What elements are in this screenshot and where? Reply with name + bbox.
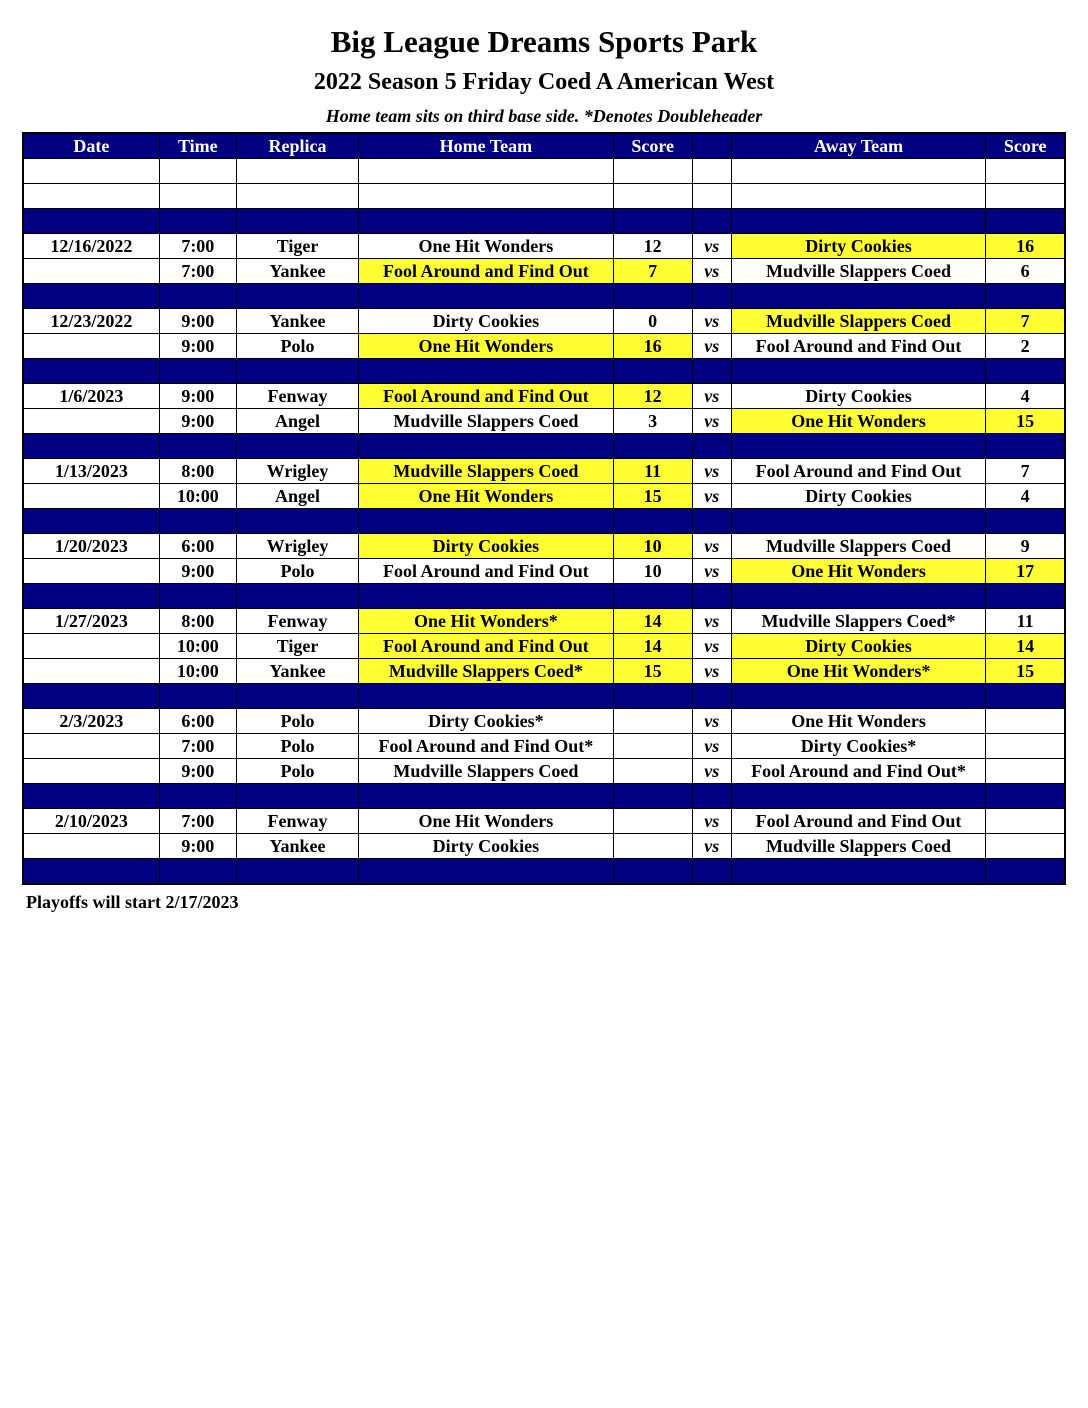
home-team-cell: Mudville Slappers Coed <box>359 459 613 484</box>
vs-cell: vs <box>692 534 731 559</box>
separator-cell <box>731 359 985 384</box>
separator-cell <box>359 859 613 885</box>
game-row <box>23 309 1065 334</box>
home-score-cell: 11 <box>613 459 692 484</box>
separator-cell <box>359 209 613 234</box>
separator-cell <box>23 284 159 309</box>
blank-row <box>23 184 1065 209</box>
separator-cell <box>236 784 358 809</box>
game-row <box>23 759 1065 784</box>
separator-cell <box>236 584 358 609</box>
time-cell: 7:00 <box>159 259 236 284</box>
home-team-cell: Dirty Cookies <box>359 534 613 559</box>
game-row <box>23 459 1065 484</box>
game-row <box>23 334 1065 359</box>
away-team-cell: One Hit Wonders* <box>731 659 985 684</box>
vs-cell: vs <box>692 609 731 634</box>
home-score-cell: 10 <box>613 534 692 559</box>
col-header-replica: Replica <box>236 133 358 159</box>
separator-cell <box>23 784 159 809</box>
replica-cell: Polo <box>236 734 358 759</box>
time-cell: 7:00 <box>159 734 236 759</box>
separator-cell <box>159 209 236 234</box>
home-score-cell: 12 <box>613 384 692 409</box>
away-team-cell: Mudville Slappers Coed <box>731 259 985 284</box>
separator-cell <box>159 584 236 609</box>
replica-cell: Fenway <box>236 384 358 409</box>
vs-cell: vs <box>692 384 731 409</box>
date-cell <box>23 259 159 284</box>
blank-cell <box>23 184 159 209</box>
separator-cell <box>986 859 1065 885</box>
separator-cell <box>986 359 1065 384</box>
week-separator-row <box>23 584 1065 609</box>
time-cell: 10:00 <box>159 484 236 509</box>
separator-cell <box>236 284 358 309</box>
separator-cell <box>731 509 985 534</box>
blank-cell <box>613 184 692 209</box>
away-score-cell: 11 <box>986 609 1065 634</box>
week-separator-row <box>23 209 1065 234</box>
separator-cell <box>23 509 159 534</box>
blank-cell <box>359 159 613 184</box>
date-cell <box>23 634 159 659</box>
replica-cell: Yankee <box>236 309 358 334</box>
separator-cell <box>613 784 692 809</box>
replica-cell: Fenway <box>236 809 358 834</box>
home-score-cell: 12 <box>613 234 692 259</box>
time-cell: 6:00 <box>159 709 236 734</box>
away-score-cell: 15 <box>986 659 1065 684</box>
separator-cell <box>159 784 236 809</box>
away-score-cell: 14 <box>986 634 1065 659</box>
schedule-body <box>23 159 1065 885</box>
home-team-cell: One Hit Wonders <box>359 234 613 259</box>
home-score-cell: 14 <box>613 634 692 659</box>
separator-cell <box>159 859 236 885</box>
time-cell: 9:00 <box>159 559 236 584</box>
away-team-cell: Dirty Cookies <box>731 634 985 659</box>
date-cell: 1/20/2023 <box>23 534 159 559</box>
separator-cell <box>359 784 613 809</box>
home-score-cell <box>613 834 692 859</box>
game-row <box>23 534 1065 559</box>
away-team-cell: Mudville Slappers Coed <box>731 834 985 859</box>
replica-cell: Tiger <box>236 234 358 259</box>
blank-cell <box>23 159 159 184</box>
home-score-cell <box>613 759 692 784</box>
home-score-cell: 15 <box>613 659 692 684</box>
blank-cell <box>986 184 1065 209</box>
game-row <box>23 484 1065 509</box>
separator-cell <box>359 359 613 384</box>
time-cell: 9:00 <box>159 309 236 334</box>
time-cell: 6:00 <box>159 534 236 559</box>
separator-cell <box>613 209 692 234</box>
date-cell <box>23 334 159 359</box>
separator-cell <box>692 859 731 885</box>
home-team-cell: One Hit Wonders <box>359 334 613 359</box>
home-score-cell: 0 <box>613 309 692 334</box>
away-score-cell: 4 <box>986 484 1065 509</box>
game-row <box>23 609 1065 634</box>
game-row <box>23 834 1065 859</box>
away-team-cell: Dirty Cookies <box>731 484 985 509</box>
separator-cell <box>986 509 1065 534</box>
separator-cell <box>986 434 1065 459</box>
separator-cell <box>692 784 731 809</box>
game-row <box>23 709 1065 734</box>
game-row <box>23 259 1065 284</box>
home-team-cell: Dirty Cookies <box>359 309 613 334</box>
away-score-cell: 16 <box>986 234 1065 259</box>
separator-cell <box>613 584 692 609</box>
replica-cell: Polo <box>236 709 358 734</box>
home-score-cell <box>613 809 692 834</box>
away-score-cell: 4 <box>986 384 1065 409</box>
game-row <box>23 559 1065 584</box>
away-team-cell: One Hit Wonders <box>731 409 985 434</box>
blank-cell <box>236 159 358 184</box>
week-separator-row <box>23 284 1065 309</box>
date-cell: 12/16/2022 <box>23 234 159 259</box>
separator-cell <box>236 209 358 234</box>
separator-cell <box>236 684 358 709</box>
home-team-cell: One Hit Wonders <box>359 484 613 509</box>
separator-cell <box>23 684 159 709</box>
separator-cell <box>986 284 1065 309</box>
separator-cell <box>613 684 692 709</box>
separator-cell <box>359 684 613 709</box>
col-header-away-score: Score <box>986 133 1065 159</box>
time-cell: 10:00 <box>159 634 236 659</box>
blank-cell <box>359 184 613 209</box>
home-team-cell: One Hit Wonders <box>359 809 613 834</box>
vs-cell: vs <box>692 834 731 859</box>
vs-cell: vs <box>692 709 731 734</box>
date-cell: 12/23/2022 <box>23 309 159 334</box>
separator-cell <box>23 434 159 459</box>
vs-cell: vs <box>692 459 731 484</box>
week-separator-row <box>23 784 1065 809</box>
time-cell: 8:00 <box>159 459 236 484</box>
separator-cell <box>986 584 1065 609</box>
week-separator-row <box>23 509 1065 534</box>
col-header-date: Date <box>23 133 159 159</box>
separator-cell <box>23 859 159 885</box>
home-score-cell: 10 <box>613 559 692 584</box>
week-separator-row <box>23 859 1065 885</box>
home-team-cell: Mudville Slappers Coed* <box>359 659 613 684</box>
away-team-cell: Mudville Slappers Coed <box>731 309 985 334</box>
week-separator-row <box>23 684 1065 709</box>
time-cell: 10:00 <box>159 659 236 684</box>
separator-cell <box>731 209 985 234</box>
schedule-table <box>22 132 1066 885</box>
away-team-cell: Dirty Cookies <box>731 384 985 409</box>
blank-cell <box>159 184 236 209</box>
time-cell: 8:00 <box>159 609 236 634</box>
separator-cell <box>731 434 985 459</box>
replica-cell: Wrigley <box>236 459 358 484</box>
home-team-cell: Fool Around and Find Out <box>359 559 613 584</box>
away-score-cell: 7 <box>986 459 1065 484</box>
blank-cell <box>692 184 731 209</box>
date-cell: 1/6/2023 <box>23 384 159 409</box>
col-header-home-team: Home Team <box>359 133 613 159</box>
vs-cell: vs <box>692 309 731 334</box>
replica-cell: Angel <box>236 409 358 434</box>
separator-cell <box>692 509 731 534</box>
date-cell <box>23 409 159 434</box>
home-score-cell: 7 <box>613 259 692 284</box>
replica-cell: Polo <box>236 334 358 359</box>
separator-cell <box>692 684 731 709</box>
separator-cell <box>986 684 1065 709</box>
separator-cell <box>613 359 692 384</box>
replica-cell: Yankee <box>236 259 358 284</box>
separator-cell <box>23 584 159 609</box>
separator-cell <box>359 509 613 534</box>
blank-cell <box>731 184 985 209</box>
col-header-time: Time <box>159 133 236 159</box>
replica-cell: Angel <box>236 484 358 509</box>
away-team-cell: Fool Around and Find Out <box>731 809 985 834</box>
separator-cell <box>986 209 1065 234</box>
blank-cell <box>731 159 985 184</box>
page-subtitle: 2022 Season 5 Friday Coed A American West <box>313 69 775 95</box>
vs-cell: vs <box>692 409 731 434</box>
date-cell <box>23 559 159 584</box>
separator-cell <box>692 584 731 609</box>
separator-cell <box>359 284 613 309</box>
time-cell: 9:00 <box>159 834 236 859</box>
home-score-cell: 14 <box>613 609 692 634</box>
blank-cell <box>986 159 1065 184</box>
replica-cell: Yankee <box>236 659 358 684</box>
away-team-cell: One Hit Wonders <box>731 709 985 734</box>
time-cell: 9:00 <box>159 409 236 434</box>
away-team-cell: One Hit Wonders <box>731 559 985 584</box>
away-team-cell: Mudville Slappers Coed* <box>731 609 985 634</box>
blank-cell <box>159 159 236 184</box>
game-row <box>23 234 1065 259</box>
table-header-row <box>23 133 1065 159</box>
time-cell: 9:00 <box>159 759 236 784</box>
replica-cell: Tiger <box>236 634 358 659</box>
replica-cell: Polo <box>236 559 358 584</box>
separator-cell <box>692 209 731 234</box>
separator-cell <box>613 284 692 309</box>
away-score-cell: 17 <box>986 559 1065 584</box>
vs-cell: vs <box>692 734 731 759</box>
separator-cell <box>731 584 985 609</box>
replica-cell: Fenway <box>236 609 358 634</box>
vs-cell: vs <box>692 259 731 284</box>
separator-cell <box>23 359 159 384</box>
vs-cell: vs <box>692 234 731 259</box>
separator-cell <box>692 359 731 384</box>
date-cell: 2/3/2023 <box>23 709 159 734</box>
vs-cell: vs <box>692 334 731 359</box>
home-team-cell: Fool Around and Find Out <box>359 634 613 659</box>
blank-row <box>23 159 1065 184</box>
col-header-home-score: Score <box>613 133 692 159</box>
col-header-vs <box>692 133 731 159</box>
date-cell <box>23 484 159 509</box>
home-score-cell: 3 <box>613 409 692 434</box>
game-row <box>23 734 1065 759</box>
game-row <box>23 384 1065 409</box>
home-team-cell: Dirty Cookies* <box>359 709 613 734</box>
away-score-cell <box>986 759 1065 784</box>
away-team-cell: Dirty Cookies <box>731 234 985 259</box>
replica-cell: Yankee <box>236 834 358 859</box>
blank-cell <box>613 159 692 184</box>
home-score-cell <box>613 734 692 759</box>
date-cell <box>23 834 159 859</box>
time-cell: 7:00 <box>159 234 236 259</box>
replica-cell: Polo <box>236 759 358 784</box>
away-score-cell: 6 <box>986 259 1065 284</box>
separator-cell <box>236 434 358 459</box>
separator-cell <box>159 359 236 384</box>
away-team-cell: Fool Around and Find Out* <box>731 759 985 784</box>
home-team-cell: Mudville Slappers Coed <box>359 759 613 784</box>
vs-cell: vs <box>692 634 731 659</box>
away-score-cell: 2 <box>986 334 1065 359</box>
separator-cell <box>692 434 731 459</box>
home-team-cell: Mudville Slappers Coed <box>359 409 613 434</box>
away-score-cell <box>986 709 1065 734</box>
separator-cell <box>731 859 985 885</box>
separator-cell <box>159 284 236 309</box>
home-score-cell: 15 <box>613 484 692 509</box>
separator-cell <box>159 434 236 459</box>
page-title: Big League Dreams Sports Park <box>330 24 758 59</box>
separator-cell <box>692 284 731 309</box>
date-cell: 1/13/2023 <box>23 459 159 484</box>
away-team-cell: Dirty Cookies* <box>731 734 985 759</box>
away-score-cell <box>986 834 1065 859</box>
time-cell: 9:00 <box>159 334 236 359</box>
replica-cell: Wrigley <box>236 534 358 559</box>
separator-cell <box>236 859 358 885</box>
blank-cell <box>692 159 731 184</box>
separator-cell <box>613 509 692 534</box>
game-row <box>23 409 1065 434</box>
separator-cell <box>613 434 692 459</box>
date-cell: 1/27/2023 <box>23 609 159 634</box>
schedule-note: Home team sits on third base side. *Denotes Doubleheader <box>325 106 763 126</box>
away-team-cell: Mudville Slappers Coed <box>731 534 985 559</box>
home-team-cell: One Hit Wonders* <box>359 609 613 634</box>
separator-cell <box>613 859 692 885</box>
game-row <box>23 634 1065 659</box>
date-cell <box>23 659 159 684</box>
vs-cell: vs <box>692 659 731 684</box>
separator-cell <box>359 434 613 459</box>
home-team-cell: Dirty Cookies <box>359 834 613 859</box>
date-cell <box>23 734 159 759</box>
separator-cell <box>23 209 159 234</box>
separator-cell <box>159 509 236 534</box>
vs-cell: vs <box>692 809 731 834</box>
away-score-cell: 7 <box>986 309 1065 334</box>
home-score-cell <box>613 709 692 734</box>
away-score-cell <box>986 809 1065 834</box>
time-cell: 9:00 <box>159 384 236 409</box>
col-header-away-team: Away Team <box>731 133 985 159</box>
blank-cell <box>236 184 358 209</box>
away-team-cell: Fool Around and Find Out <box>731 459 985 484</box>
separator-cell <box>986 784 1065 809</box>
playoffs-note: Playoffs will start 2/17/2023 <box>26 892 239 912</box>
vs-cell: vs <box>692 484 731 509</box>
separator-cell <box>731 684 985 709</box>
vs-cell: vs <box>692 759 731 784</box>
date-cell: 2/10/2023 <box>23 809 159 834</box>
away-score-cell: 15 <box>986 409 1065 434</box>
home-score-cell: 16 <box>613 334 692 359</box>
home-team-cell: Fool Around and Find Out <box>359 384 613 409</box>
separator-cell <box>159 684 236 709</box>
away-team-cell: Fool Around and Find Out <box>731 334 985 359</box>
week-separator-row <box>23 359 1065 384</box>
vs-cell: vs <box>692 559 731 584</box>
separator-cell <box>731 284 985 309</box>
separator-cell <box>236 509 358 534</box>
time-cell: 7:00 <box>159 809 236 834</box>
week-separator-row <box>23 434 1065 459</box>
separator-cell <box>236 359 358 384</box>
separator-cell <box>359 584 613 609</box>
home-team-cell: Fool Around and Find Out <box>359 259 613 284</box>
separator-cell <box>731 784 985 809</box>
home-team-cell: Fool Around and Find Out* <box>359 734 613 759</box>
away-score-cell <box>986 734 1065 759</box>
game-row <box>23 659 1065 684</box>
date-cell <box>23 759 159 784</box>
game-row <box>23 809 1065 834</box>
away-score-cell: 9 <box>986 534 1065 559</box>
